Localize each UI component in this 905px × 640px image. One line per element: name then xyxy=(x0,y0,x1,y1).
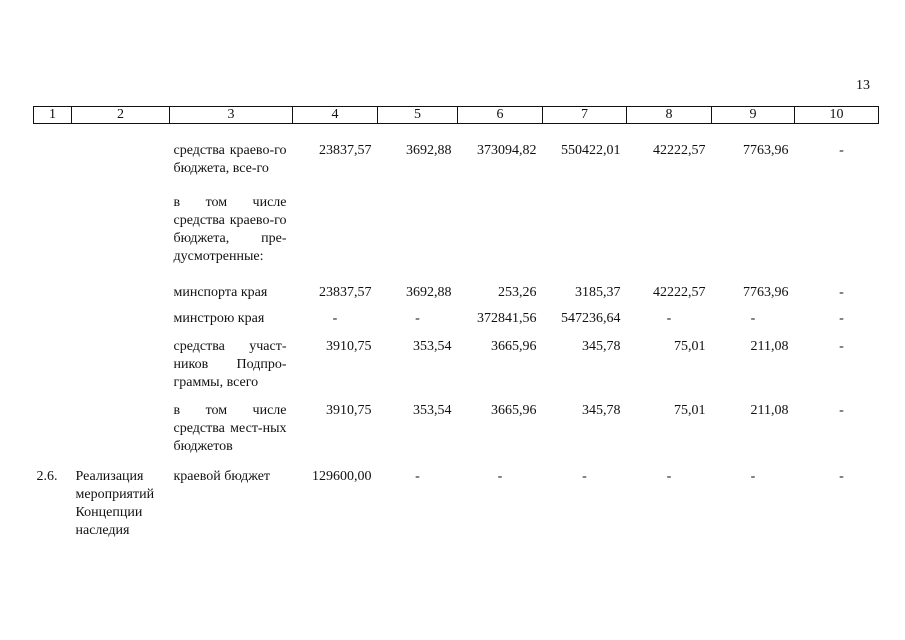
table-cell-c6: 3665,96 xyxy=(491,339,537,354)
table-cell-c5: 353,54 xyxy=(413,339,452,354)
table-cell-c4: 23837,57 xyxy=(319,285,372,300)
table-cell-c3: краевой бюджет xyxy=(173,469,271,484)
table-cell-c1 xyxy=(34,328,72,392)
table-cell-c10: - xyxy=(839,469,844,484)
header-col-5: 5 xyxy=(378,107,458,124)
table-cell-c5: - xyxy=(415,311,420,326)
table-cell-c9: - xyxy=(750,469,756,484)
table-cell-c8: 75,01 xyxy=(674,339,706,354)
table-cell-c7: 3185,37 xyxy=(575,285,621,300)
column-number-header-row xyxy=(34,107,879,124)
table-cell-c8: 42222,57 xyxy=(653,285,706,300)
table-cell-c6: 3665,96 xyxy=(491,403,537,418)
header-col-4: 4 xyxy=(293,107,378,124)
table-cell-c2: Реализация мероприятий Концепции наследия xyxy=(75,469,155,538)
budget-table xyxy=(33,106,879,540)
header-col-10: 10 xyxy=(795,107,879,124)
table-cell-c9 xyxy=(712,178,795,266)
table-cell-c3: минстрою края xyxy=(173,311,265,326)
table-cell-c4: 3910,75 xyxy=(326,339,372,354)
table-cell-c5: 353,54 xyxy=(413,403,452,418)
table-cell-c6 xyxy=(458,178,543,266)
table-cell-c5 xyxy=(378,178,458,266)
table-cell-c7: 550422,01 xyxy=(561,143,621,158)
table-cell-c2 xyxy=(72,328,170,392)
table-cell-c2 xyxy=(72,266,170,302)
table-cell-c10: - xyxy=(839,311,844,326)
table-row xyxy=(34,302,879,328)
table-row xyxy=(34,456,879,540)
table-cell-c8: 75,01 xyxy=(674,403,706,418)
table-cell-c10: - xyxy=(839,403,844,418)
table-cell-c10: - xyxy=(839,339,844,354)
table-cell-c3: в том числе средства краево-го бюджета, пре-дусмотренные: xyxy=(173,195,287,264)
table-cell-c9: 7763,96 xyxy=(743,285,789,300)
table-cell-c1 xyxy=(34,302,72,328)
table-cell-c10 xyxy=(795,178,879,266)
header-col-2: 2 xyxy=(72,107,170,124)
table-cell-c10: - xyxy=(839,143,844,158)
table-cell-c9: 211,08 xyxy=(750,339,789,354)
header-col-9: 9 xyxy=(712,107,795,124)
table-cell-c8: - xyxy=(666,311,672,326)
table-row xyxy=(34,124,879,179)
header-col-8: 8 xyxy=(627,107,712,124)
table-cell-c9: 211,08 xyxy=(750,403,789,418)
table-row xyxy=(34,392,879,456)
table-cell-c1 xyxy=(34,178,72,266)
table-cell-c5: 3692,88 xyxy=(406,143,452,158)
table-cell-c4 xyxy=(293,178,378,266)
header-col-7: 7 xyxy=(543,107,627,124)
table-cell-c2 xyxy=(72,392,170,456)
table-row xyxy=(34,328,879,392)
header-col-6: 6 xyxy=(458,107,543,124)
table-cell-c3: минспорта края xyxy=(173,285,268,300)
header-col-3: 3 xyxy=(170,107,293,124)
table-cell-c7: 345,78 xyxy=(582,403,621,418)
table-cell-c9: - xyxy=(750,311,756,326)
table-cell-c1: 2.6. xyxy=(36,469,58,484)
table-cell-c8: 42222,57 xyxy=(653,143,706,158)
table-cell-c2 xyxy=(72,302,170,328)
table-cell-c2 xyxy=(72,124,170,179)
table-cell-c5: 3692,88 xyxy=(406,285,452,300)
table-cell-c3: средства участ-ников Подпро-граммы, всего xyxy=(173,339,287,390)
table-cell-c4: 23837,57 xyxy=(319,143,372,158)
table-row xyxy=(34,178,879,266)
table-cell-c6: 373094,82 xyxy=(477,143,537,158)
table-cell-c6: 253,26 xyxy=(498,285,537,300)
table-cell-c7: 547236,64 xyxy=(561,311,621,326)
table-cell-c2 xyxy=(72,178,170,266)
table-cell-c7: - xyxy=(582,469,587,484)
table-cell-c8 xyxy=(627,178,712,266)
table-cell-c4: 3910,75 xyxy=(326,403,372,418)
header-col-1: 1 xyxy=(34,107,72,124)
table-cell-c6: 372841,56 xyxy=(477,311,537,326)
table-cell-c5: - xyxy=(415,469,420,484)
table-cell-c7 xyxy=(543,178,627,266)
table-cell-c1 xyxy=(34,266,72,302)
table-cell-c4: 129600,00 xyxy=(312,469,372,484)
table-cell-c1 xyxy=(34,392,72,456)
table-row xyxy=(34,266,879,302)
table-cell-c9: 7763,96 xyxy=(743,143,789,158)
table-cell-c3: средства краево-го бюджета, все-го xyxy=(173,143,287,176)
page-number: 13 xyxy=(856,78,870,93)
table-cell-c7: 345,78 xyxy=(582,339,621,354)
table-cell-c1 xyxy=(34,124,72,179)
table-cell-c8: - xyxy=(666,469,672,484)
table-cell-c10: - xyxy=(839,285,844,300)
table-cell-c3: в том числе средства мест-ных бюджетов xyxy=(173,403,287,454)
table-cell-c4: - xyxy=(332,311,338,326)
table-cell-c6: - xyxy=(497,469,503,484)
